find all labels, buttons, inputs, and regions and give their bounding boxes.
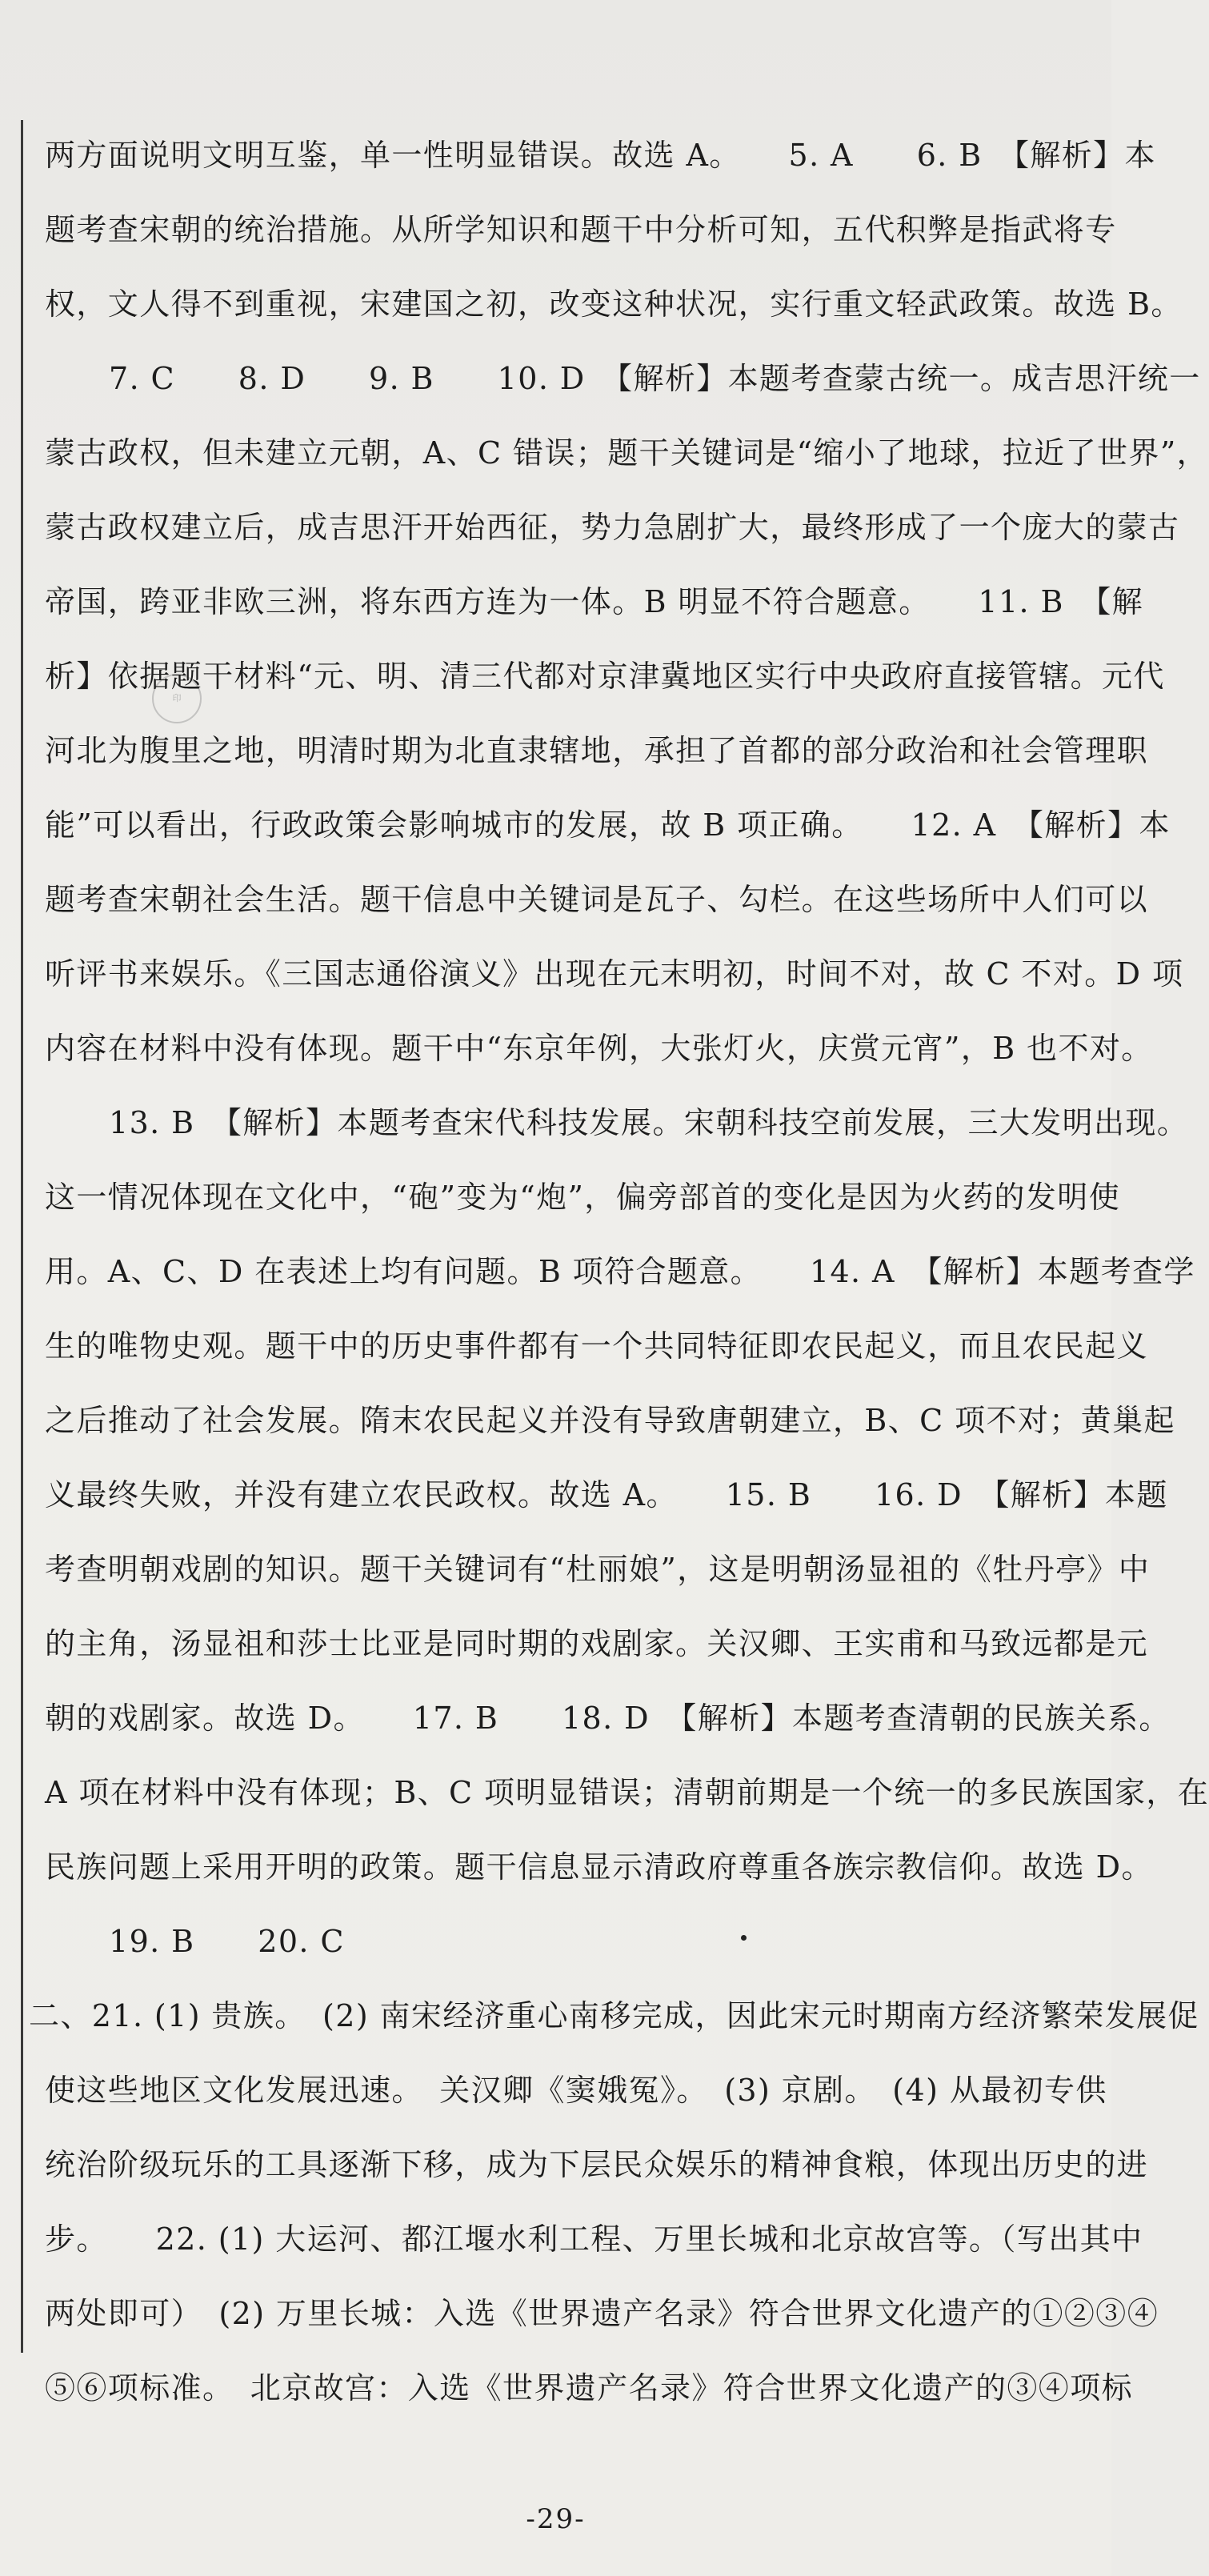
answer-text-block: [29, 118, 1209, 2426]
text-line: 析】依据题干材料“元、明、清三代都对京津冀地区实行中央政府直接管辖。元代: [45, 659, 1165, 694]
text-line: 13. B 【解析】本题考查宋代科技发展。宋朝科技空前发展，三大发明出现。: [109, 1105, 1189, 1140]
text-line: 两处即可） (2) 万里长城：入选《世界遗产名录》符合世界文化遗产的①②③④: [45, 2296, 1159, 2331]
page-number: -29-: [526, 2503, 586, 2535]
text-line: 河北为腹里之地，明清时期为北直隶辖地，承担了首都的部分政治和社会管理职: [45, 733, 1149, 768]
left-margin-rule: [21, 120, 23, 2353]
text-line: A 项在材料中没有体现；B、C 项明显错误；清朝前期是一个统一的多民族国家，在: [45, 1775, 1209, 1810]
text-line: 统治阶级玩乐的工具逐渐下移，成为下层民众娱乐的精神食粮，体现出历史的进: [45, 2147, 1149, 2182]
text-line: 考查明朝戏剧的知识。题干关键词有“杜丽娘”，这是明朝汤显祖的《牡丹亭》中: [45, 1552, 1151, 1587]
text-line: ⑤⑥项标准。 北京故宫：入选《世界遗产名录》符合世界文化遗产的③④项标: [45, 2370, 1134, 2406]
text-line: 蒙古政权，但未建立元朝，A、C 错误；题干关键词是“缩小了地球，拉近了世界”，: [45, 435, 1209, 471]
text-line: 权，文人得不到重视，宋建国之初，改变这种状况，实行重文轻武政策。故选 B。: [45, 286, 1183, 322]
text-line: 听评书来娱乐。《三国志通俗演义》出现在元末明初，时间不对，故 C 不对。D 项: [45, 956, 1184, 992]
text-line: 能”可以看出，行政政策会影响城市的发展，故 B 项正确。 12. A 【解析】本: [45, 807, 1171, 843]
text-line: 7. C 8. D 9. B 10. D 【解析】本题考查蒙古统一。成吉思汗统一: [109, 361, 1201, 396]
text-line: 使这些地区文化发展迅速。 关汉卿《窦娥冤》。 (3) 京剧。 (4) 从最初专供: [45, 2073, 1107, 2108]
text-line: 生的唯物史观。题干中的历史事件都有一个共同特征即农民起义，而且农民起义: [45, 1328, 1149, 1364]
text-line: 题考查宋朝社会生活。题干信息中关键词是瓦子、勾栏。在这些场所中人们可以: [45, 882, 1149, 917]
text-line: 内容在材料中没有体现。题干中“东京年例，大张灯火，庆赏元宵”，B 也不对。: [45, 1031, 1153, 1066]
text-line: 这一情况体现在文化中，“砲”变为“炮”，偏旁部首的变化是因为火药的发明使: [45, 1180, 1121, 1215]
text-line: 两方面说明文明互鉴，单一性明显错误。故选 A。 5. A 6. B 【解析】本: [45, 138, 1156, 173]
section-two-line: 二、21. (1) 贵族。 (2) 南宋经济重心南移完成，因此宋元时期南方经济繁荣发展促: [29, 1998, 1199, 2033]
text-line: 义最终失败，并没有建立农民政权。故选 A。 15. B 16. D 【解析】本题: [45, 1477, 1168, 1512]
text-line: 题考查宋朝的统治措施。从所学知识和题干中分析可知，五代积弊是指武将专: [45, 212, 1117, 247]
text-line: 之后推动了社会发展。隋末农民起义并没有导致唐朝建立，B、C 项不对；黄巢起: [45, 1403, 1175, 1438]
text-line: 19. B 20. C: [109, 1924, 345, 1959]
text-line: 民族问题上采用开明的政策。题干信息显示清政府尊重各族宗教信仰。故选 D。: [45, 1849, 1153, 1885]
text-line: 蒙古政权建立后，成吉思汗开始西征，势力急剧扩大，最终形成了一个庞大的蒙古: [45, 510, 1180, 545]
text-line: 的主角，汤显祖和莎士比亚是同时期的戏剧家。关汉卿、王实甫和马致远都是元: [45, 1626, 1149, 1661]
faint-stamp-mark: 印: [152, 674, 202, 723]
text-line: 帝国，跨亚非欧三洲，将东西方连为一体。B 明显不符合题意。 11. B 【解: [45, 584, 1144, 619]
text-line: 用。A、C、D 在表述上均有问题。B 项符合题意。 14. A 【解析】本题考查学: [45, 1254, 1195, 1289]
text-line: 步。 22. (1) 大运河、都江堰水利工程、万里长城和北京故宫等。（写出其中: [45, 2221, 1143, 2257]
ink-dot: [741, 1935, 747, 1941]
text-line: 朝的戏剧家。故选 D。 17. B 18. D 【解析】本题考查清朝的民族关系。: [45, 1701, 1171, 1736]
